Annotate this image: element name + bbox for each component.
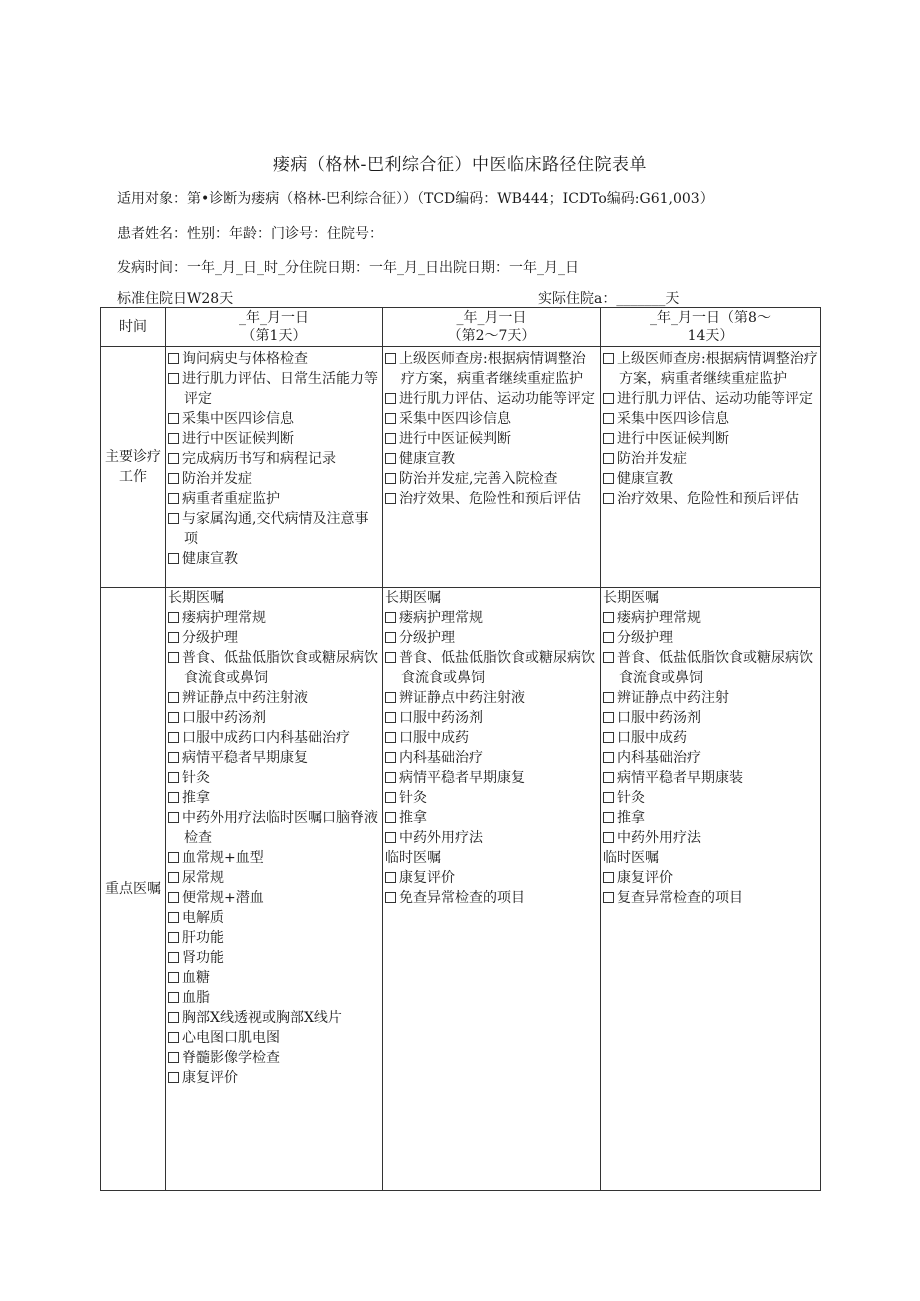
item-text: 临时医嘱 — [385, 850, 441, 866]
checkbox[interactable] — [168, 1052, 179, 1063]
checklist-item — [168, 748, 381, 768]
checklist-item — [603, 768, 819, 788]
checklist-item — [603, 728, 819, 748]
checkbox[interactable] — [603, 792, 614, 803]
checkbox[interactable] — [603, 872, 614, 883]
checkbox[interactable] — [603, 393, 614, 404]
item-text: 分级护理 — [399, 630, 455, 646]
checklist-item — [603, 489, 819, 509]
checkbox[interactable] — [168, 792, 179, 803]
item-text: 进行肌力评估、运动功能等评定 — [399, 391, 595, 407]
checklist-item — [168, 968, 381, 988]
checklist-item — [168, 708, 381, 728]
checkbox[interactable] — [603, 493, 614, 504]
checkbox[interactable] — [603, 832, 614, 843]
checklist-item — [603, 868, 819, 888]
checkbox[interactable] — [385, 473, 396, 484]
section-heading — [385, 588, 599, 608]
checklist-item — [385, 648, 599, 688]
dates-line: 发病时间：一年_月_日_时_分住院日期：一年_月_日出院日期：一年_月_日 — [117, 260, 579, 276]
item-text: 针灸 — [617, 790, 645, 806]
item-text: 口服中成药 — [399, 730, 469, 746]
item-text: 口服中药汤剂 — [399, 710, 483, 726]
checklist-item — [168, 648, 381, 688]
item-text: 分级护理 — [617, 630, 673, 646]
standard-stay: 标准住院日W28天 — [117, 291, 234, 307]
checkbox[interactable] — [168, 812, 179, 823]
checklist-item — [168, 489, 381, 509]
checkbox[interactable] — [603, 772, 614, 783]
checklist-item — [603, 888, 819, 908]
checklist-item — [385, 868, 599, 888]
item-text: 电解质 — [182, 910, 224, 926]
item-text: 进行肌力评估、日常生活能力等评定 — [182, 371, 378, 407]
checkbox[interactable] — [385, 772, 396, 783]
checklist-item — [385, 768, 599, 788]
checkbox[interactable] — [603, 752, 614, 763]
checkbox[interactable] — [385, 493, 396, 504]
checklist-item — [603, 648, 819, 688]
checklist-item — [168, 1068, 381, 1088]
item-text: 普食、低盐低脂饮食或糖尿病饮食流食或鼻饲 — [399, 650, 595, 686]
item-text: 辨证静点中药注射液 — [399, 690, 525, 706]
item-text: 推拿 — [182, 790, 210, 806]
work-cell-day1 — [166, 347, 383, 588]
column-range: （第2～7天） — [447, 328, 536, 344]
item-text: 健康宣教 — [399, 451, 455, 467]
checklist-item — [168, 369, 381, 409]
checkbox[interactable] — [168, 553, 179, 564]
checklist-item — [168, 429, 381, 449]
item-text: 便常规+潜血 — [182, 890, 264, 906]
checkbox[interactable] — [168, 952, 179, 963]
checkbox[interactable] — [603, 732, 614, 743]
item-text: 病情平稳者早期康复 — [182, 750, 308, 766]
item-text: 防治并发症,完善入院检查 — [399, 471, 558, 487]
checkbox[interactable] — [603, 353, 614, 364]
checkbox[interactable] — [385, 752, 396, 763]
checklist-item — [385, 888, 599, 908]
item-text: 血糖 — [182, 970, 210, 986]
column-date: _年_月一日（第8～ — [650, 310, 771, 326]
checklist-item — [168, 688, 381, 708]
checklist-item — [385, 489, 599, 509]
checkbox[interactable] — [603, 892, 614, 903]
checkbox[interactable] — [385, 393, 396, 404]
checkbox[interactable] — [168, 872, 179, 883]
column-header-day8-14 — [601, 308, 821, 347]
checklist-item — [385, 409, 599, 429]
main-work-label: 主要诊疗工作 — [101, 347, 166, 588]
item-text: 复查异常检查的项目 — [617, 890, 743, 906]
item-text: 推拿 — [617, 810, 645, 826]
checklist-item — [168, 988, 381, 1008]
checkbox[interactable] — [385, 453, 396, 464]
work-cell-day2-7 — [383, 347, 601, 588]
item-text: 血常规+血型 — [182, 850, 264, 866]
item-text: 健康宣教 — [617, 471, 673, 487]
item-text: 上级医师查房:根据病情调整治疗方案，病重者继续重症监护 — [399, 351, 586, 387]
item-text: 康复评价 — [617, 870, 673, 886]
item-text: 分级护理 — [182, 630, 238, 646]
checklist-item — [168, 509, 381, 549]
checkbox[interactable] — [168, 972, 179, 983]
item-text: 心电图口肌电图 — [182, 1030, 280, 1046]
item-text: 康复评价 — [182, 1070, 238, 1086]
checkbox[interactable] — [168, 752, 179, 763]
item-text: 长期医嘱 — [603, 590, 659, 606]
pathway-table — [100, 307, 821, 1191]
checklist-item — [168, 1008, 381, 1028]
item-text: 防治并发症 — [617, 451, 687, 467]
checkbox[interactable] — [385, 433, 396, 444]
checkbox[interactable] — [385, 413, 396, 424]
checklist-item — [168, 788, 381, 808]
checklist-item — [385, 429, 599, 449]
checklist-item — [168, 848, 381, 868]
column-header-day2-7 — [383, 308, 601, 347]
header-row — [101, 308, 821, 347]
item-text: 肾功能 — [182, 950, 224, 966]
item-text: 与家属沟通,交代病情及注意事项 — [182, 511, 369, 547]
column-range: （第1天） — [241, 328, 307, 344]
checkbox[interactable] — [168, 453, 179, 464]
checkbox[interactable] — [603, 712, 614, 723]
item-text: 健康宣教 — [182, 551, 238, 567]
checkbox[interactable] — [168, 712, 179, 723]
item-text: 口服中药汤剂 — [182, 710, 266, 726]
checklist-item — [168, 948, 381, 968]
item-text: 康复评价 — [399, 870, 455, 886]
checkbox[interactable] — [168, 692, 179, 703]
checkbox[interactable] — [168, 1012, 179, 1023]
checkbox[interactable] — [168, 493, 179, 504]
item-text: 瘘病护理常规 — [617, 610, 701, 626]
checkbox[interactable] — [603, 652, 614, 663]
item-text: 内科基础治疗 — [617, 750, 701, 766]
checklist-item — [603, 449, 819, 469]
orders-cell-day2-7 — [383, 588, 601, 1191]
checklist-item — [168, 549, 381, 569]
checklist-item — [385, 728, 599, 748]
item-text: 临时医嘱 — [603, 850, 659, 866]
checklist-item — [168, 868, 381, 888]
checkbox[interactable] — [385, 712, 396, 723]
checklist-item — [168, 928, 381, 948]
checkbox[interactable] — [168, 732, 179, 743]
checkbox[interactable] — [603, 812, 614, 823]
item-text: 病情平稳者早期康复 — [399, 770, 525, 786]
checkbox[interactable] — [168, 373, 179, 384]
item-text: 进行中医证候判断 — [182, 431, 294, 447]
checklist-item — [385, 708, 599, 728]
actual-stay: 实际住院a：_______天 — [538, 291, 680, 307]
item-text: 胸部X线透视或胸部X线片 — [182, 1010, 342, 1026]
checklist-item — [168, 888, 381, 908]
checklist-item — [168, 628, 381, 648]
key-orders-label: 重点医嘱 — [101, 588, 166, 1191]
checklist-item — [385, 608, 599, 628]
checkbox[interactable] — [385, 872, 396, 883]
checkbox[interactable] — [385, 652, 396, 663]
checkbox[interactable] — [385, 812, 396, 823]
checklist-item — [603, 808, 819, 828]
item-text: 推拿 — [399, 810, 427, 826]
item-text: 内科基础治疗 — [399, 750, 483, 766]
item-text: 进行中医证候判断 — [617, 431, 729, 447]
item-text: 中药外用疗法临时医嘱口脑脊液检查 — [182, 810, 378, 846]
checklist-item — [385, 808, 599, 828]
checklist-item — [603, 688, 819, 708]
checklist-item — [168, 349, 381, 369]
item-text: 进行肌力评估、运动功能等评定 — [617, 391, 813, 407]
item-text: 针灸 — [182, 770, 210, 786]
checklist-item — [385, 349, 599, 389]
checkbox[interactable] — [168, 612, 179, 623]
item-text: 普食、低盐低脂饮食或糖尿病饮食流食或鼻饲 — [617, 650, 813, 686]
section-heading — [603, 848, 819, 868]
checkbox[interactable] — [168, 632, 179, 643]
checklist-item — [603, 628, 819, 648]
checkbox[interactable] — [168, 932, 179, 943]
checkbox[interactable] — [168, 513, 179, 524]
checklist-item — [168, 449, 381, 469]
checkbox[interactable] — [603, 433, 614, 444]
checkbox[interactable] — [385, 692, 396, 703]
item-text: 采集中医四诊信息 — [182, 411, 294, 427]
time-label: 时间 — [101, 308, 166, 347]
item-text: 上级医师查房:根据病情调整治疗方案，病重者继续重症监护 — [617, 351, 818, 387]
item-text: 瘘病护理常规 — [399, 610, 483, 626]
item-text: 采集中医四诊信息 — [399, 411, 511, 427]
checklist-item — [168, 908, 381, 928]
column-range: 14天） — [687, 328, 734, 344]
item-text: 口服中药汤剂 — [617, 710, 701, 726]
item-text: 进行中医证候判断 — [399, 431, 511, 447]
column-date: _年_月一日 — [456, 310, 527, 326]
checklist-item — [168, 808, 381, 848]
checklist-item — [603, 409, 819, 429]
column-header-day1 — [166, 308, 383, 347]
orders-cell-day8-14 — [601, 588, 821, 1191]
checklist-item — [168, 1048, 381, 1068]
item-text: 肝功能 — [182, 930, 224, 946]
checklist-item — [603, 349, 819, 389]
checklist-item — [385, 449, 599, 469]
section-heading — [168, 588, 381, 608]
item-text: 尿常规 — [182, 870, 224, 886]
checkbox[interactable] — [385, 632, 396, 643]
checkbox[interactable] — [603, 453, 614, 464]
item-text: 采集中医四诊信息 — [617, 411, 729, 427]
checklist-item — [385, 628, 599, 648]
checklist-item — [385, 469, 599, 489]
checkbox[interactable] — [603, 632, 614, 643]
section-heading — [385, 848, 599, 868]
item-text: 口服中成药 — [617, 730, 687, 746]
item-text: 长期医嘱 — [385, 590, 441, 606]
item-text: 瘘病护理常规 — [182, 610, 266, 626]
checklist-item — [603, 608, 819, 628]
checkbox[interactable] — [168, 772, 179, 783]
item-text: 免查异常检查的项目 — [399, 890, 525, 906]
checkbox[interactable] — [385, 832, 396, 843]
checklist-item — [385, 788, 599, 808]
key-orders-row — [101, 588, 821, 1191]
checkbox[interactable] — [385, 892, 396, 903]
item-text: 治疗效果、危险性和预后评估 — [399, 491, 581, 507]
checkbox[interactable] — [168, 652, 179, 663]
item-text: 完成病历书写和病程记录 — [182, 451, 336, 467]
item-text: 中药外用疗法 — [617, 830, 701, 846]
checklist-item — [385, 748, 599, 768]
column-date: _年_月一日 — [239, 310, 309, 326]
checkbox[interactable] — [603, 413, 614, 424]
applicable-subject: 适用对象：第•诊断为瘘病（格林-巴利综合征））（TCD编码：WB444；ICDTo编码:G61,003） — [117, 191, 714, 207]
checklist-item — [168, 409, 381, 429]
checklist-item — [385, 389, 599, 409]
checkbox[interactable] — [168, 852, 179, 863]
checkbox[interactable] — [168, 892, 179, 903]
patient-info-line: 患者姓名：性别：年龄：门诊号：住院号： — [117, 226, 383, 242]
item-text: 病情平稳者早期康装 — [617, 770, 743, 786]
checklist-item — [603, 429, 819, 449]
item-text: 中药外用疗法 — [399, 830, 483, 846]
checkbox[interactable] — [603, 612, 614, 623]
checklist-item — [385, 688, 599, 708]
section-heading — [603, 588, 819, 608]
checkbox[interactable] — [168, 473, 179, 484]
checkbox[interactable] — [168, 353, 179, 364]
main-work-row — [101, 347, 821, 588]
item-text: 防治并发症 — [182, 471, 252, 487]
checklist-item — [168, 768, 381, 788]
checklist-item — [168, 469, 381, 489]
checklist-item — [168, 1028, 381, 1048]
item-text: 口服中成药口内科基础治疗 — [182, 730, 350, 746]
work-cell-day8-14 — [601, 347, 821, 588]
item-text: 普食、低盐低脂饮食或糖尿病饮食流食或鼻饲 — [182, 650, 378, 686]
checkbox[interactable] — [385, 732, 396, 743]
item-text: 辨证静点中药注射 — [617, 690, 729, 706]
checkbox[interactable] — [385, 792, 396, 803]
checklist-item — [603, 389, 819, 409]
orders-cell-day1 — [166, 588, 383, 1191]
checklist-item — [603, 469, 819, 489]
form-title: 瘘病（格林-巴利综合征）中医临床路径住院表单 — [272, 155, 648, 175]
item-text: 治疗效果、危险性和预后评估 — [617, 491, 799, 507]
item-text: 询问病史与体格检查 — [182, 351, 308, 367]
checklist-item — [603, 788, 819, 808]
checkbox[interactable] — [168, 1072, 179, 1083]
item-text: 针灸 — [399, 790, 427, 806]
item-text: 脊髓影像学检查 — [182, 1050, 280, 1066]
checkbox[interactable] — [385, 612, 396, 623]
item-text: 长期医嘱 — [168, 590, 224, 606]
item-text: 辨证静点中药注射液 — [182, 690, 308, 706]
checklist-item — [385, 828, 599, 848]
checkbox[interactable] — [168, 912, 179, 923]
checkbox[interactable] — [603, 473, 614, 484]
checklist-item — [168, 608, 381, 628]
checklist-item — [168, 728, 381, 748]
item-text: 血脂 — [182, 990, 210, 1006]
checkbox[interactable] — [168, 992, 179, 1003]
checkbox[interactable] — [385, 353, 396, 364]
item-text: 病重者重症监护 — [182, 491, 280, 507]
checkbox[interactable] — [168, 413, 179, 424]
checkbox[interactable] — [168, 1032, 179, 1043]
checkbox[interactable] — [168, 433, 179, 444]
checklist-item — [603, 748, 819, 768]
checkbox[interactable] — [603, 692, 614, 703]
checklist-item — [603, 708, 819, 728]
checklist-item — [603, 828, 819, 848]
